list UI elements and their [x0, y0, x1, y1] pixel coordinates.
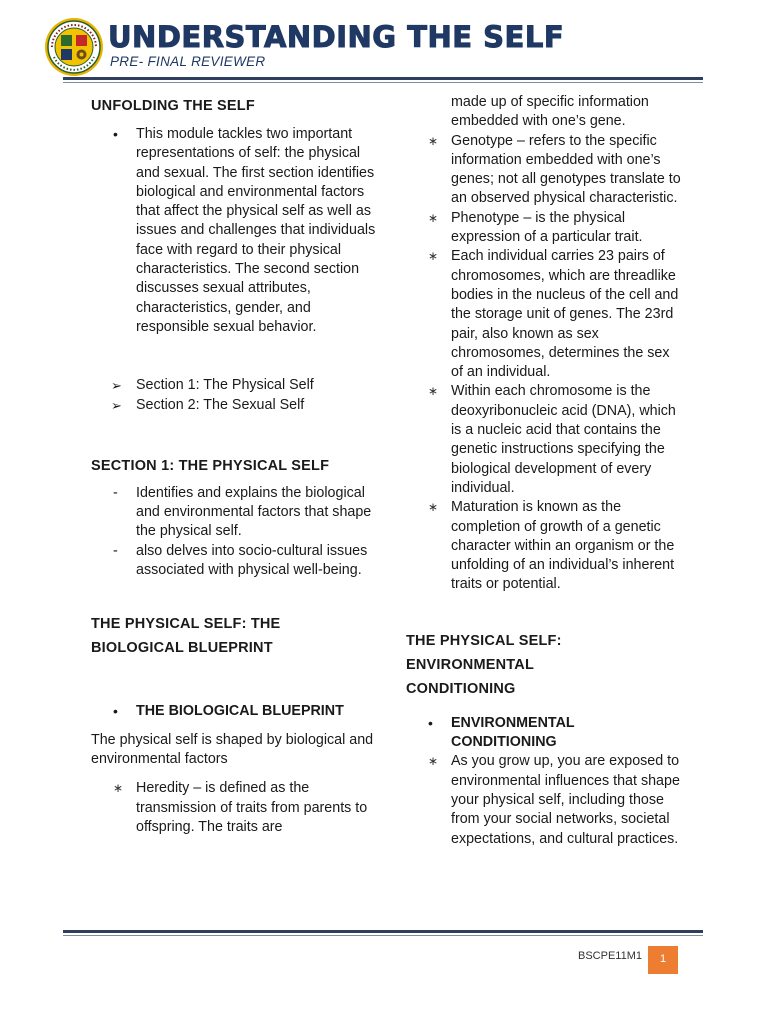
page-number: 1 — [648, 946, 678, 974]
dash-bullet-icon: - — [113, 484, 118, 501]
list-item — [406, 382, 682, 498]
list-item — [91, 702, 381, 721]
genetics-item: Maturation is known as the completion of growth of a genetic character within an organism or the unfolding of an individual’s inherent traits or potential. — [451, 499, 675, 593]
star-bullet-icon: ∗ — [428, 384, 439, 399]
star-bullet-icon: ∗ — [113, 781, 124, 796]
continuation-text: made up of specific information embedded with one’s gene. — [451, 94, 649, 130]
env-list — [406, 714, 682, 849]
star-bullet-icon: ∗ — [428, 133, 439, 148]
blueprint-bullet-list — [91, 702, 381, 721]
blueprint-heading-line: BIOLOGICAL BLUEPRINT — [91, 640, 273, 657]
star-bullet-icon: ∗ — [428, 500, 439, 515]
star-bullet-icon: ∗ — [428, 210, 439, 225]
arrow-bullet-icon: ➢ — [111, 378, 122, 394]
list-item — [406, 247, 682, 382]
page-header — [44, 14, 704, 84]
heredity-list — [91, 779, 381, 837]
bullet-dot-icon: • — [113, 703, 118, 720]
page-title: UNDERSTANDING THE SELF — [108, 20, 565, 54]
sections-list — [91, 376, 381, 415]
list-item — [91, 376, 381, 395]
env-item-text: As you grow up, you are exposed to environmental influences that shape your physical self, including those from your social networks, societal expectations, and cultural practices. — [451, 753, 680, 847]
list-item — [406, 714, 682, 753]
list-item — [91, 396, 381, 415]
arrow-bullet-icon: ➢ — [111, 397, 122, 413]
genetics-item: Each individual carries 23 pairs of chromosomes, which are threadlike bodies in the nucleus of the cell and the storage unit of genes. The 23rd pair, also known as sex chromosomes, determines the sex of an individual. — [451, 248, 679, 381]
left-column — [91, 94, 381, 837]
section1-item: Identifies and explains the biological and environmental factors that shape the physical self. — [136, 484, 372, 540]
page-subtitle: PRE- FINAL REVIEWER — [110, 54, 266, 69]
list-item — [91, 125, 381, 337]
school-seal-logo — [44, 17, 104, 77]
list-item — [91, 542, 381, 581]
blueprint-bullet: THE BIOLOGICAL BLUEPRINT — [136, 703, 344, 720]
header-rule — [63, 77, 703, 83]
section-item: Section 2: The Sexual Self — [136, 396, 305, 413]
right-column — [406, 93, 682, 849]
bullet-dot-icon: • — [113, 126, 118, 142]
course-code: BSCPE11M1 — [578, 950, 642, 962]
section-item: Section 1: The Physical Self — [136, 377, 314, 394]
blueprint-heading — [91, 612, 381, 660]
genetics-item: Within each chromosome is the deoxyribonucleic acid (DNA), which is a nucleic acid that contains the genetic instructions specifying the biological development of every individual. — [451, 383, 676, 496]
bullet-dot-icon: • — [428, 714, 433, 731]
footer-rule — [63, 930, 703, 936]
section1-list — [91, 484, 381, 580]
env-heading — [406, 629, 682, 701]
env-heading-line: ENVIRONMENTAL — [406, 656, 534, 673]
star-bullet-icon: ∗ — [428, 249, 439, 264]
genetics-list — [406, 132, 682, 595]
env-bullet-line: ENVIRONMENTAL — [451, 714, 575, 731]
env-heading-line: THE PHYSICAL SELF: — [406, 632, 562, 649]
list-item — [406, 498, 682, 594]
genetics-item: Genotype – refers to the specific information embedded with one’s genes; not all genotypes translate to an observed physical characteristic. — [451, 132, 681, 207]
list-item — [91, 484, 381, 542]
list-item — [406, 209, 682, 248]
list-item — [91, 779, 381, 837]
section1-heading: SECTION 1: THE PHYSICAL SELF — [91, 457, 330, 474]
list-item — [406, 752, 682, 848]
intro-bullet-text: This module tackles two important representations of self: the physical and sexual. The first section identifies biological and environmental factors that affect the physical self as well as issues and challenges that individuals face with regard to their physical characteristics. The second section discusses sexual attributes, characteristics, gender, and responsible sexual behavior. — [136, 126, 376, 335]
heredity-text: Heredity – is defined as the transmission of traits from parents to offspring. The traits are — [136, 780, 368, 835]
blueprint-heading-line: THE PHYSICAL SELF: THE — [91, 616, 281, 633]
env-heading-line: CONDITIONING — [406, 680, 516, 697]
dash-bullet-icon: - — [113, 542, 118, 559]
unfolding-heading: UNFOLDING THE SELF — [91, 98, 255, 114]
blueprint-text: The physical self is shaped by biological and environmental factors — [91, 731, 374, 767]
section1-item: also delves into socio-cultural issues associated with physical well-being. — [136, 542, 368, 579]
genetics-item: Phenotype – is the physical expression of a particular trait. — [451, 209, 643, 246]
list-item — [406, 132, 682, 209]
star-bullet-icon: ∗ — [428, 754, 439, 769]
page-footer — [0, 946, 768, 976]
env-bullet-line: CONDITIONING — [451, 734, 557, 751]
intro-list — [91, 125, 381, 337]
